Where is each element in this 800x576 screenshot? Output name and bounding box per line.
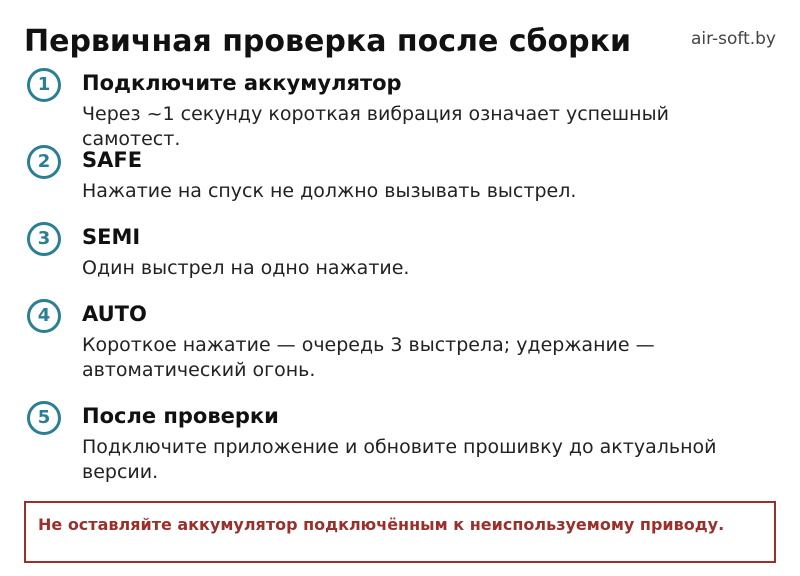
step-number-badge: 5 <box>27 401 61 435</box>
step-number-badge: 3 <box>27 222 61 256</box>
step-description: Подключите приложение и обновите прошивку до актуальной версии. <box>82 436 717 483</box>
step-title: SEMI <box>82 225 141 249</box>
step-description: Один выстрел на одно нажатие. <box>82 257 410 279</box>
step-title: SAFE <box>82 148 143 172</box>
step-description: Нажатие на спуск не должно вызывать выстрел. <box>82 180 577 202</box>
step-description: Через ~1 секунду короткая вибрация означает успешный самотест. <box>82 103 669 150</box>
step-number-badge: 4 <box>27 299 61 333</box>
step-title: Подключите аккумулятор <box>82 71 402 95</box>
step-description: Короткое нажатие — очередь 3 выстрела; удержание — автоматический огонь. <box>82 334 655 381</box>
warning-text: Не оставляйте аккумулятор подключённым к неиспользуемому приводу. <box>38 515 725 534</box>
brand-label: air-soft.by <box>690 29 776 49</box>
step-title: AUTO <box>82 302 147 326</box>
warning-box <box>24 501 776 563</box>
step-number-badge: 2 <box>27 145 61 179</box>
page-title: Первичная проверка после сборки <box>24 24 631 59</box>
step-number-badge: 1 <box>27 68 61 102</box>
step-title: После проверки <box>82 404 279 428</box>
